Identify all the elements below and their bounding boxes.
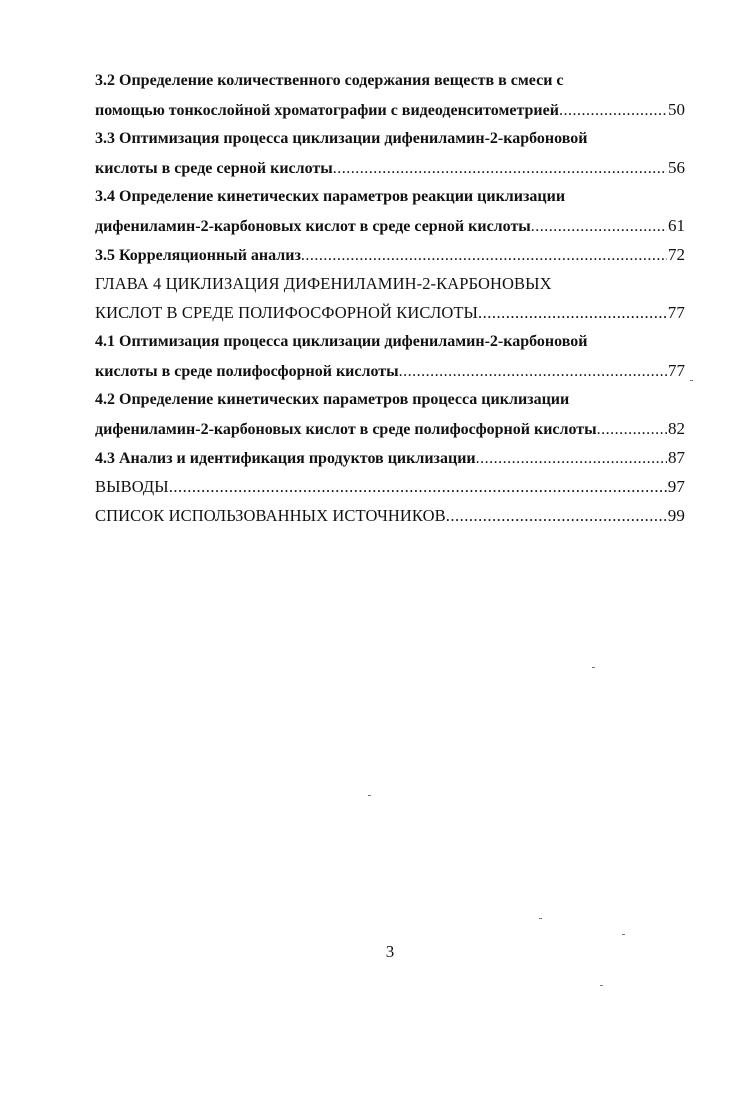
toc-page-number: 97: [667, 477, 685, 496]
toc-dot-leader: [597, 415, 667, 444]
toc-page-number: 87: [668, 448, 685, 467]
toc-entry-line: [95, 414, 685, 443]
toc-page-number: 77: [668, 361, 685, 380]
toc-entry-text: 3.2 Определение количественного содержания веществ в смеси с: [95, 72, 564, 89]
toc-entry-text: дифениламин-2-карбоновых кислот в среде серной кислоты: [95, 218, 531, 235]
toc-page-number: 82: [668, 419, 685, 438]
toc-entry-line: [95, 66, 685, 95]
toc-dot-leader: [333, 154, 667, 183]
toc-entry-line: [95, 385, 685, 414]
toc-dot-leader: [399, 357, 667, 386]
toc-entry-text: 3.5 Корреляционный анализ: [95, 247, 301, 264]
scan-speck: [539, 918, 542, 919]
toc-entry-text: ГЛАВА 4 ЦИКЛИЗАЦИЯ ДИФЕНИЛАМИН-2-КАРБОНОВЫХ: [95, 274, 552, 293]
toc-page-number: 50: [668, 100, 685, 119]
toc-entry-line: [95, 356, 685, 385]
toc-entry-text: кислоты в среде серной кислоты: [95, 160, 333, 177]
page-number: 3: [385, 942, 395, 961]
table-of-contents: [95, 66, 685, 530]
toc-entry-line: [95, 327, 685, 356]
scan-speck: [368, 795, 371, 796]
toc-entry-text: 4.1 Оптимизация процесса циклизации дифениламин-2-карбоновой: [95, 333, 588, 350]
toc-entry-text: СПИСОК ИСПОЛЬЗОВАННЫХ ИСТОЧНИКОВ: [95, 506, 446, 525]
toc-entry-text: помощью тонкослойной хроматографии с видеоденситометрией: [95, 102, 559, 119]
toc-entry-text: 3.3 Оптимизация процесса циклизации дифениламин-2-карбоновой: [95, 130, 588, 147]
toc-dot-leader: [478, 298, 667, 327]
toc-entry-line: [95, 182, 685, 211]
toc-entry-line: [95, 153, 685, 182]
scan-speck: [622, 934, 625, 935]
scan-speck: [592, 667, 595, 668]
toc-entry-text: дифениламин-2-карбоновых кислот в среде полифосфорной кислоты: [95, 421, 597, 438]
toc-dot-leader: [169, 472, 667, 501]
toc-entry-text: КИСЛОТ В СРЕДЕ ПОЛИФОСФОРНОЙ КИСЛОТЫ: [95, 303, 479, 322]
toc-dot-leader: [559, 96, 667, 125]
toc-page-number: 77: [667, 303, 685, 322]
toc-entry-text: кислоты в среде полифосфорной кислоты: [95, 363, 399, 380]
toc-dot-leader: [446, 501, 667, 530]
toc-entry-line: [95, 240, 685, 269]
toc-page-number: 72: [668, 245, 685, 264]
toc-entry-text: 3.4 Определение кинетических параметров реакции циклизации: [95, 188, 566, 205]
toc-dot-leader: [531, 212, 667, 241]
toc-entry-line: [95, 269, 685, 298]
toc-entry-text: 4.3 Анализ и идентификация продуктов циклизации: [95, 450, 476, 467]
toc-page-number: 61: [668, 216, 685, 235]
scan-speck: [600, 985, 603, 986]
scan-speck: [690, 380, 693, 381]
toc-entry-line: [95, 472, 685, 501]
toc-entry-line: [95, 124, 685, 153]
toc-dot-leader: [476, 444, 667, 473]
toc-entry-text: ВЫВОДЫ: [95, 477, 169, 496]
toc-page-number: 99: [667, 506, 685, 525]
toc-entry-line: [95, 298, 685, 327]
toc-entry-line: [95, 211, 685, 240]
toc-entry-line: [95, 95, 685, 124]
toc-entry-line: [95, 501, 685, 530]
toc-entry-text: 4.2 Определение кинетических параметров процесса циклизации: [95, 391, 570, 408]
toc-dot-leader: [301, 241, 667, 270]
toc-entry-line: [95, 443, 685, 472]
toc-page-number: 56: [668, 158, 685, 177]
